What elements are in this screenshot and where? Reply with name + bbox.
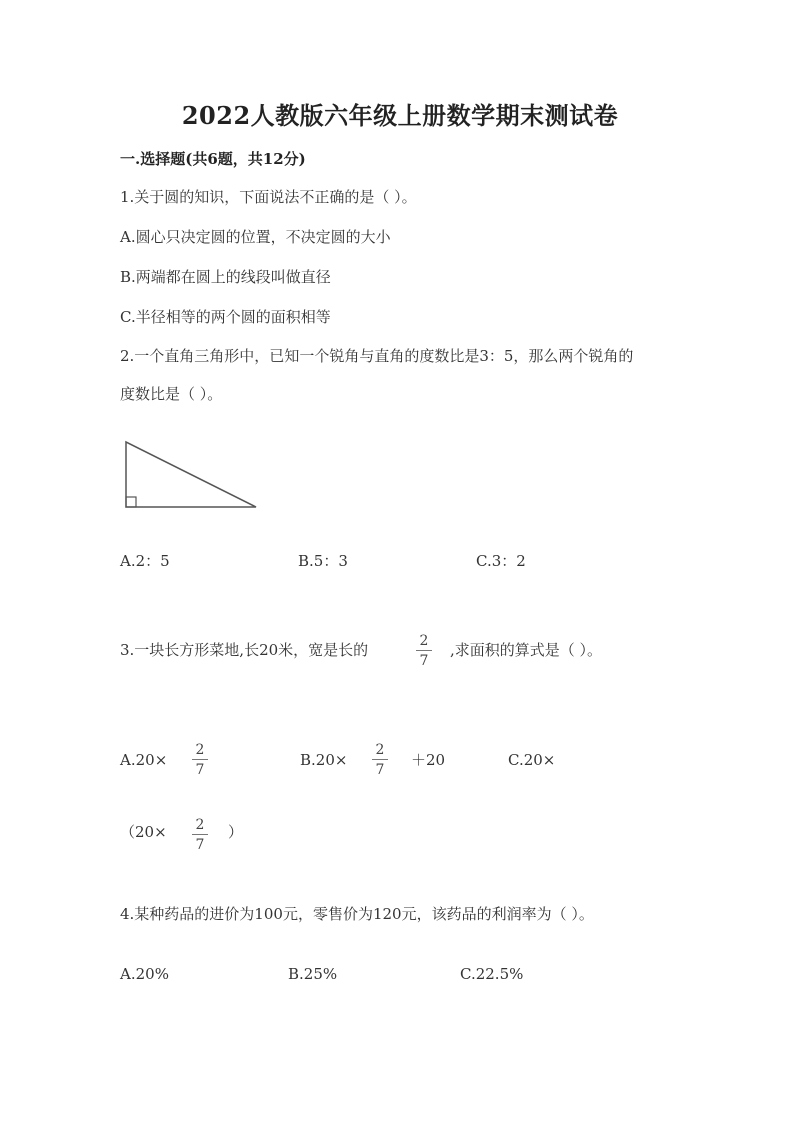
question-3-option-c: C.20× [508,751,556,769]
question-3-option-c-continued: （20× [120,823,167,841]
question-4-option-a: A.20% [120,965,169,983]
fraction-bar [372,759,388,760]
question-3-fraction [416,633,432,669]
question-1-option-c: C.半径相等的两个圆的面积相等 [120,308,331,326]
question-1-stem: 1.关于圆的知识，下面说法不正确的是（ ）。 [120,188,417,206]
question-3-option-c-suffix: ） [228,823,244,841]
right-triangle-figure [120,436,264,514]
question-3-stem-start: 3.一块长方形菜地,长20米，宽是长的 [120,641,369,659]
question-2-option-c: C.3：2 [476,552,526,570]
question-3-option-b-suffix: ＋20 [411,751,446,769]
question-2-option-b: B.5：3 [298,552,348,570]
question-3-option-a: A.20× [120,751,168,769]
section-heading: 一.选择题(共6题，共12分) [120,150,306,168]
question-2-stem-line-2: 度数比是（ ）。 [120,385,223,403]
triangle-outline [126,442,256,507]
question-3-option-b: B.20× [300,751,348,769]
question-1-option-b: B.两端都在圆上的线段叫做直径 [120,268,331,286]
fraction-denominator: 7 [375,762,385,778]
option-b-fraction [372,742,388,778]
right-angle-mark [126,497,136,507]
question-2-stem-line-1: 2.一个直角三角形中，已知一个锐角与直角的度数比是3：5，那么两个锐角的 [120,347,634,365]
question-4-stem: 4.某种药品的进价为100元，零售价为120元，该药品的利润率为（ ）。 [120,905,594,923]
fraction-numerator: 2 [195,817,205,833]
fraction-denominator: 7 [195,837,205,853]
fraction-numerator: 2 [375,742,385,758]
page-title: 2022人教版六年级上册数学期末测试卷 [181,101,619,130]
question-4-option-b: B.25% [288,965,338,983]
option-c-fraction [192,817,208,853]
question-3-stem-end: ,求面积的算式是（ ）。 [450,641,603,659]
question-1-option-a: A.圆心只决定圆的位置，不决定圆的大小 [120,228,391,246]
fraction-bar [192,759,208,760]
fraction-numerator: 2 [195,742,205,758]
fraction-denominator: 7 [195,762,205,778]
question-2-option-a: A.2：5 [120,552,170,570]
option-a-fraction [192,742,208,778]
fraction-numerator: 2 [419,633,429,649]
fraction-bar [192,834,208,835]
fraction-denominator: 7 [419,653,429,669]
fraction-bar [416,650,432,651]
question-4-option-c: C.22.5% [460,965,524,983]
